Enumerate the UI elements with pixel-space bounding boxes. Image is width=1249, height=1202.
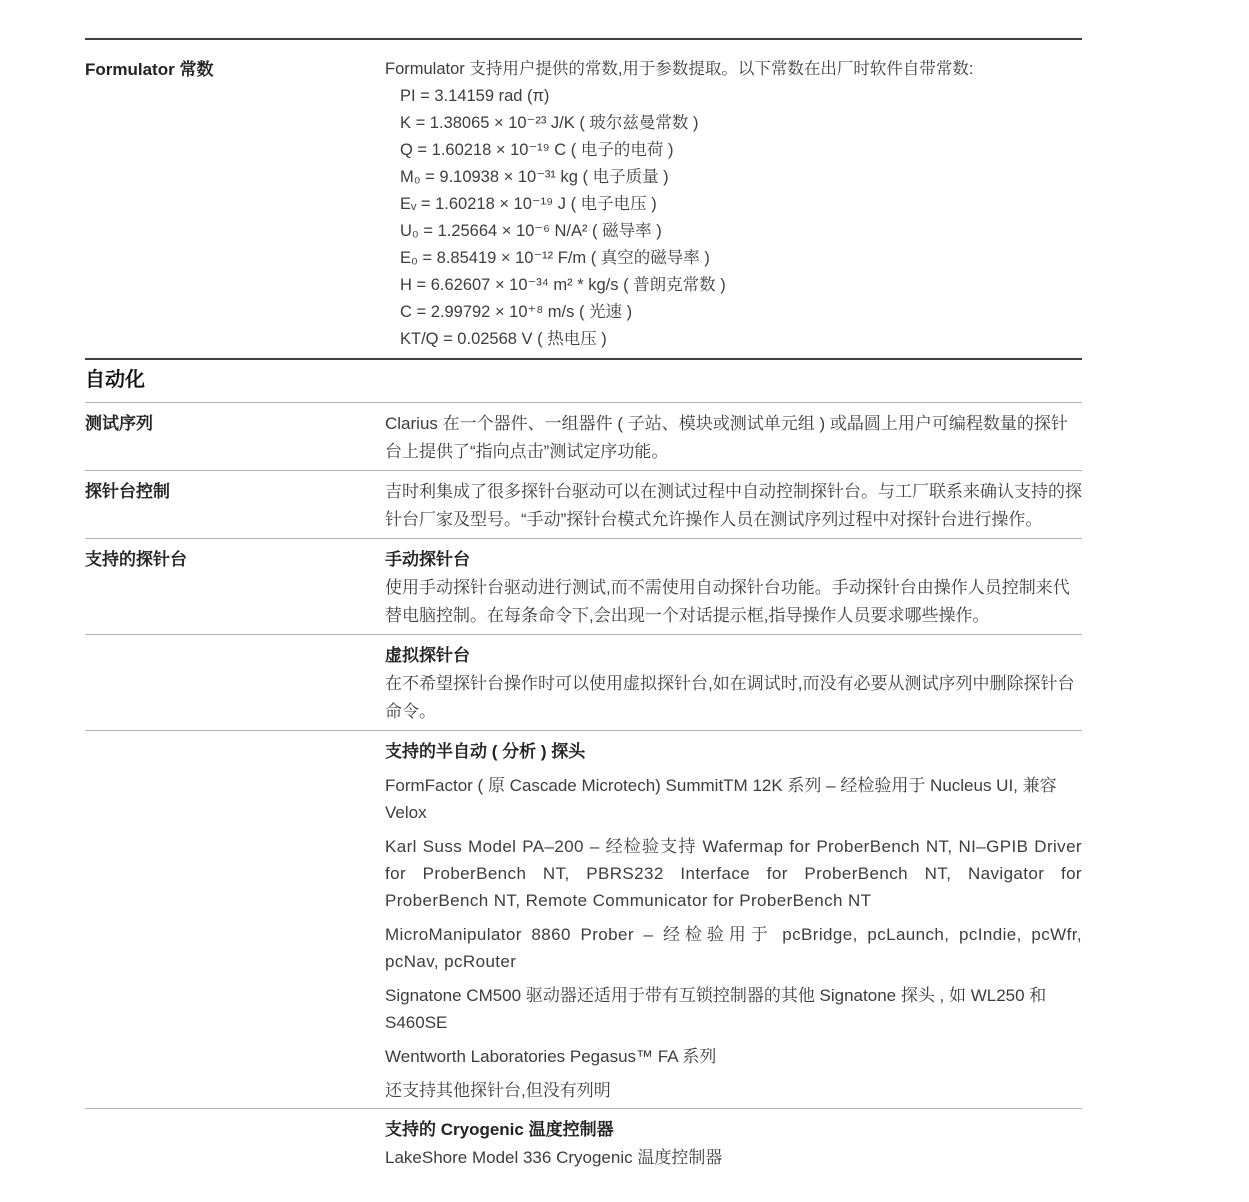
semiauto-item-signatone: Signatone CM500 驱动器还适用于带有互锁控制器的其他 Signatone 探头 , 如 WL250 和 S460SE (385, 986, 1047, 1032)
semiauto-item-wentworth: Wentworth Laboratories Pegasus™ FA 系列 (385, 1047, 717, 1066)
cryogenic-body: LakeShore Model 336 Cryogenic 温度控制器 (385, 1148, 723, 1167)
constant-u0: U₀ = 1.25664 × 10⁻⁶ N/A² ( 磁导率 ) (400, 222, 662, 240)
constants-list (385, 83, 1082, 353)
semiauto-item-karl-suss: Karl Suss Model PA–200 – 经检验支持 Wafermap for ProberBench NT, NI–GPIB Driver for ProberBench NT, PBRS232 Interface for ProberBench NT, Navigator for ProberBench NT, Remote Communicator for ProberBench NT (385, 837, 1082, 910)
row-cryogenic-controllers (85, 1109, 1082, 1172)
constant-e0: E₀ = 8.85419 × 10⁻¹² F/m ( 真空的磁导率 ) (400, 249, 710, 267)
fake-prober-block (385, 642, 1082, 726)
manual-prober-title: 手动探针台 (385, 550, 470, 569)
semiauto-probers-title: 支持的半自动 ( 分析 ) 探头 (385, 742, 586, 761)
constant-pi: PI = 3.14159 rad (π) (400, 87, 550, 105)
fake-prober-body: 在不希望探针台操作时可以使用虚拟探针台,如在调试时,而没有必要从测试序列中删除探针台命令。 (385, 674, 1075, 721)
section-title-automation: 自动化 (85, 358, 1082, 403)
constant-c: C = 2.99792 × 10⁺⁸ m/s ( 光速 ) (400, 303, 633, 321)
row-label-formulator: Formulator 常数 (85, 60, 214, 79)
constant-q: Q = 1.60218 × 10⁻¹⁹ C ( 电子的电荷 ) (400, 141, 674, 159)
constant-h: H = 6.62607 × 10⁻³⁴ m² * kg/s ( 普朗克常数 ) (400, 276, 726, 294)
semiauto-item-formfactor: FormFactor ( 原 Cascade Microtech) SummitTM 12K 系列 – 经检验用于 Nucleus UI, 兼容 Velox (385, 776, 1057, 822)
cryogenic-title: 支持的 Cryogenic 温度控制器 (385, 1120, 614, 1139)
cryogenic-block (385, 1116, 1082, 1172)
semiauto-item-micromanipulator: MicroManipulator 8860 Prober – 经检验用于 pcBridge, pcLaunch, pcIndie, pcWfr, pcNav, pcRouter (385, 925, 1082, 971)
prober-control-body: 吉时利集成了很多探针台驱动可以在测试过程中自动控制探针台。与工厂联系来确认支持的探针台厂家及型号。“手动”探针台模式允许操作人员在测试序列过程中对探针台进行操作。 (385, 482, 1082, 529)
row-label-prober-control: 探针台控制 (85, 482, 170, 501)
test-sequencing-body: Clarius 在一个器件、一组器件 ( 子站、模块或测试单元组 ) 或晶圆上用户可编程数量的探针台上提供了“指向点击”测试定序功能。 (385, 414, 1068, 461)
constant-m0: M₀ = 9.10938 × 10⁻³¹ kg ( 电子质量 ) (400, 168, 669, 186)
top-divider (85, 0, 1082, 40)
row-prober-control (85, 471, 1082, 539)
spec-table (85, 0, 1082, 1172)
constant-ktq: KT/Q = 0.02568 V ( 热电压 ) (400, 330, 607, 348)
constant-ev: Eᵥ = 1.60218 × 10⁻¹⁹ J ( 电子电压 ) (400, 195, 657, 213)
row-label-test-sequencing: 测试序列 (85, 414, 153, 433)
row-formulator-constants (85, 40, 1082, 358)
manual-prober-body: 使用手动探针台驱动进行测试,而不需使用自动探针台功能。手动探针台由操作人员控制来代替电脑控制。在每条命令下,会出现一个对话提示框,指导操作人员要求哪些操作。 (385, 578, 1070, 625)
semiauto-item-others: 还支持其他探针台,但没有列明 (385, 1081, 611, 1100)
row-semiauto-probers (85, 731, 1082, 1109)
row-label-empty-3 (85, 1116, 385, 1172)
semiauto-probers-block (385, 738, 1082, 1104)
row-test-sequencing (85, 403, 1082, 471)
row-supported-probers-manual (85, 539, 1082, 635)
row-label-empty-2 (85, 738, 385, 1104)
constant-k: K = 1.38065 × 10⁻²³ J/K ( 玻尔兹曼常数 ) (400, 114, 699, 132)
prober-control-value (385, 478, 1082, 534)
row-label-supported-probers: 支持的探针台 (85, 550, 187, 569)
row-fake-prober (85, 635, 1082, 731)
formulator-intro: Formulator 支持用户提供的常数,用于参数提取。以下常数在出厂时软件自带常数: (385, 60, 974, 78)
formulator-value (385, 56, 1082, 353)
fake-prober-title: 虚拟探针台 (385, 646, 470, 665)
manual-prober-block (385, 546, 1082, 630)
test-sequencing-value (385, 410, 1082, 466)
row-label-empty-1 (85, 642, 385, 726)
